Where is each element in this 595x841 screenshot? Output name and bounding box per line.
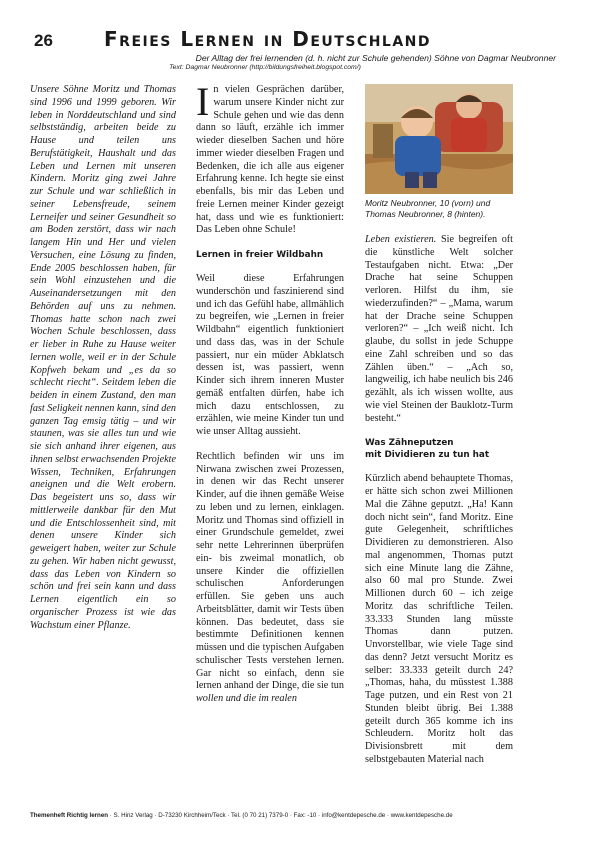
photo-illustration (365, 84, 513, 194)
author-line (60, 64, 470, 71)
heading-line-1: Was Zähneputzen (365, 438, 454, 449)
paragraph-3 (196, 451, 344, 706)
intro-paragraph: Unsere Söhne Moritz und Thomas sind 1996 und 1999 geboren. Wir leben in Norddeutschland und sind selbstständig, arbeiten beide zu Hause und teilen uns Berufstätigkeit, Haushalt und das Leben und Lernen mit unseren Kindern. Moritz ging zwei Jahre zur Schule und war schließlich in seiner Lebensfreude, seinem Lerneifer und seiner Gesundheit so am Boden zerstört, dass wir nach langem Hin und Her und vielen Versuchen, eine Lösung zu finden, Ende 2005 beschlossen haben, für sein Wohl einzustehen und die Auseinandersetzungen mit den Behörden auf uns zu nehmen. Thomas hatte schon nach zwei Wochen Schule beschlossen, dass er lieber in Ruhe zu Hause weiter lernen wolle, weil er in der Schule Kopfweh bekam und „es da so schlecht riecht“. Seitdem leben die beiden in einem Zustand, den man fast Seligkeit nennen kann, sind den ganzen Tag emsig tätig – und wir staunen, was sie alles tun und wie sie sich anhand ihrer eigenen, aus ihnen selbst erwachsenden Projekte Wissen, Techniken, Erfahrungen aneignen und die Welt erobern. Das begeistert uns so, dass wir mittlerweile dankbar für den Mut und die Entschlossenheit sind, mit denen unsere Kinder sich geweigert haben, weiter zur Schule zu gehen. Wir haben nicht gewusst, dass das Leben von Kindern so schön und frei sein kann und dass Lernen eigentlich ein so organischer Prozess ist wie das Wachstum einer Pflanze. (30, 84, 176, 631)
footer-journal: Themenheft Richtig lernen (30, 812, 109, 819)
page-number: 26 (34, 31, 53, 50)
children-photo (365, 84, 513, 194)
paragraph-2: Weil diese Erfahrungen wunderschön und faszinierend sind und ich das Gefühl habe, allmählich zu begreifen, wie „Lernen in freier Wildbahn“ eigentlich funktioniert und dass das, was in der Schule passiert, nur ein müder Abklatsch dessen ist, was passiert, wenn Kinder sich ihrem inneren Muster gemäß entfalten dürfen, habe ich mich dazu entschlossen, zu erzählen, wie meine Kinder tun und wie unser Alltag aussieht. (196, 273, 344, 437)
paragraph-3-italic: wollen und die im realen (196, 693, 297, 704)
section-heading-zaehneputzen (365, 437, 513, 461)
photo-caption: Moritz Neubronner, 10 (vorn) und Thomas Neubronner, 8 (hinten). (365, 198, 491, 219)
paragraph-5: Kürzlich abend behauptete Thomas, er hätte sich schon zwei Millionen Mal die Zähne geputzt. „Ha! Kann doch nicht sein“, fand Moritz. Eine gute Gelegenheit, schriftliches Dividieren zu demonstrieren. Also mal angenommen, Thomas putzt sich eine Minute lang die Zähne, also 60 mal pro Stunde. Zwei Millionen durch 60 – ich zeige Moritz das schriftliche Teilen. 33.333 Stunden lang müsste Thomas dann putzen. Unvorstellbar, wie viele Tage sind das denn? Jetzt versucht Moritz es selber: 33.333 geteilt durch 24? „Thomas, haha, du müsstest 1.388 Tage putzen, und ein Rest von 21 Stunden bleibt übrig. Bei 1.388 geteilt durch 365 komme ich ins Schleudern. Moritz holt das Divisionsbrett mit dem selbstgebauten Material nach (365, 473, 513, 765)
page-title: Freies Lernen in Deutschland (104, 27, 432, 51)
right-column (365, 84, 513, 767)
paragraph-1 (196, 79, 344, 237)
page-footer (30, 812, 550, 819)
intro-column (30, 84, 176, 632)
subtitle: Der Alltag der frei lernenden (d. h. nicht zur Schule gehenden) Söhne von Dagmar Neubronner (195, 53, 556, 63)
main-column (196, 79, 344, 706)
heading-line-2: mit Dividieren zu tun hat (365, 450, 490, 461)
author-url: (http://bildungsfreiheit.blogspot.com/) (249, 64, 361, 71)
paragraph-4-text: Sie begreifen oft die künstliche Welt solcher Testaufgaben nicht. Etwa: „Der Drache hat seine Schuppen verloren. Hilfst du ihm, sie wiederzufinden?“ – „Mama, warum hat der Drache seine Schuppen verloren?“ – „Ich weiß nicht. Ich glaube, du sollst in jede Schuppe eine Zahl schreiben und so das Zählen üben.“ – „Ach so, langweilig, ich habe neulich bis 246 gezählt, als ich wissen wollte, aus wie viel Steinen der Bauklotz-Turm besteht.“ (365, 234, 514, 424)
paragraph-1-text: n vielen Gesprächen darüber, warum unsere Kinder nicht zur Schule gehen und wie das denn dann so läuft, erzähle ich immer wieder dieselben Sachen und höre immer wieder dieselben Fragen und Bedenken, die ich alle aus eigener Erfahrung kenne. Ich hegte sie einst ebenfalls, bis mir das Leben und freie Lernen meiner Kinder gezeigt hat, dass und wie es funktioniert: Das Leben ohne Schule! (196, 84, 344, 236)
paragraph-4 (365, 234, 513, 425)
author-label: Text: Dagmar Neubronner (169, 64, 248, 71)
paragraph-4-italic: Leben existieren. (365, 234, 437, 245)
footer-details: · S. Hinz Verlag · D-73230 Kirchheim/Teck · Tel. (0 70 21) 7379-0 · Fax: -10 · info@kentdepesche.de · www.kentdepesche.de (108, 812, 453, 819)
drop-cap: I (196, 79, 210, 124)
paragraph-3-text: Rechtlich befinden wir uns im Nirwana zwischen zwei Prozessen, in denen wir das Recht unserer Kinder, auf die ihnen gemäße Weise zu leben und zu lernen, einklagen. Moritz und Thomas sind offiziell in einer Grundschule gemeldet, zwei sehr nette Lehrerinnen überprüfen ein- bis zweimal monatlich, ob unsere Kinder die offiziellen schulischen Anforderungen erfüllen. Sie geben uns auch Arbeitsblätter, damit wir Tests üben können. Das bedeutet, dass sie bestimmte Definitionen kennen müssen und die typischen Aufgaben schulischer Tests verstehen lernen. Gar nicht so einfach, denn sie lernen anhand der Dinge, die sie tun (196, 450, 344, 692)
section-heading-wildbahn: Lernen in freier Wildbahn (196, 250, 324, 260)
